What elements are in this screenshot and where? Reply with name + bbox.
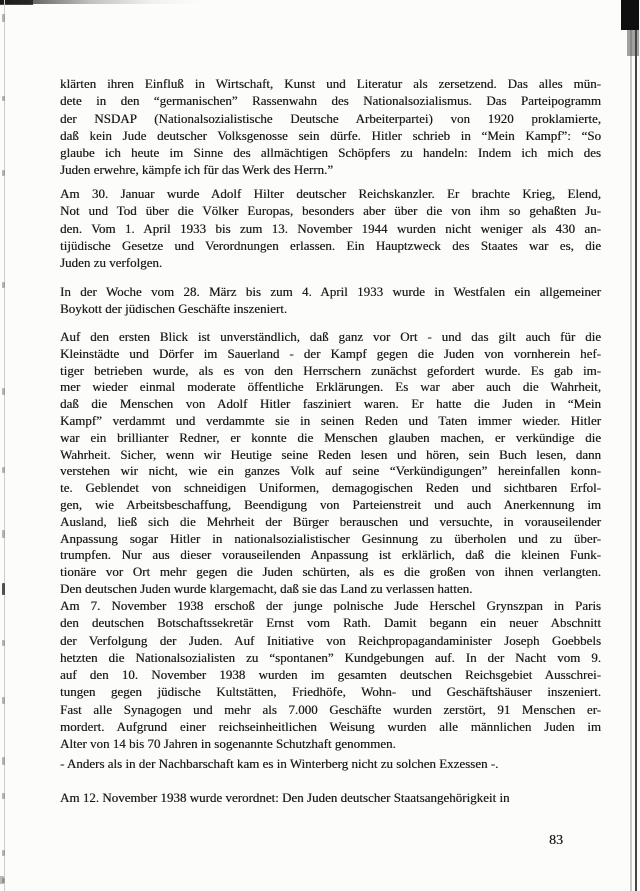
text-line: daß die Menschen von Adolf Hitler fasziniert waren. Er hatte die Juden in “Mein	[60, 396, 601, 412]
scan-artifact-smudge	[2, 96, 5, 101]
text-line: den. Vom 1. April 1933 bis zum 13. November 1944 wurden nicht weniger als 430 an-	[60, 220, 601, 236]
text-line: Am 30. Januar wurde Adolf Hilter deutscher Reichskanzler. Er brachte Krieg, Elend,	[60, 186, 601, 201]
scan-artifact-top-left-mark	[0, 0, 33, 5]
text-line: Ausland, ließ sich die Mehrheit der Bürger berauschen und versuchte, in vorauseilender	[60, 513, 601, 529]
text-line: glaube ich heute im Sinne des allmächtigen Schöpfers zu handeln: Indem ich mich des	[60, 145, 601, 161]
text-line: mordert. Aufgrund einer reichseinheitlichen Weisung wurden alle männlichen Juden im	[60, 719, 601, 735]
scan-artifact-smudge	[2, 850, 5, 856]
scan-artifact-right-line-dark	[635, 0, 637, 891]
text-line: der NSDAP (Nationalsozialistische Deutsche Arbeiterpartei) von 1920 proklamierte,	[60, 110, 601, 126]
text-line: war ein brillianter Redner, er konnte die Menschen glauben machen, er verkündige die	[60, 429, 601, 445]
scan-artifact-bottom-left-mark	[0, 876, 4, 884]
text-line: trumpfen. Nur aus dieser vorauseilenden Anpassung ist erklärlich, daß die kleinen Funk-	[60, 547, 601, 563]
scan-artifact-smudge	[2, 170, 5, 176]
text-line: hetzten die Nationalsozialisten zu “spontanen” Kundgebungen auf. In der Nacht vom 9.	[60, 649, 601, 665]
paragraph-1	[60, 75, 601, 179]
text-line: auf den 10. November 1938 wurden im gesamten deutschen Reichsgebiet Ausschrei-	[60, 667, 601, 683]
text-line: daß kein Jude deutscher Volksgenosse sein dürfe. Hitler schrieb in “Mein Kampf”: “So	[60, 127, 601, 143]
scan-artifact-smudge	[2, 640, 5, 646]
text-line: dete in den “germanischen” Rassenwahn des Nationalsozialismus. Das Parteipogramm	[60, 93, 601, 109]
scan-artifact-smudge	[2, 388, 5, 395]
text-line: Juden zu verfolgen.	[60, 255, 163, 271]
text-line: In der Woche vom 28. März bis zum 4. April 1933 wurde in Westfalen ein allgemeiner	[60, 284, 601, 299]
scan-artifact-top-right-blob	[621, 0, 639, 30]
text-line: Alter von 14 bis 70 Jahren in sogenannte Schutzhaft genommen.	[60, 736, 396, 752]
scan-artifact-smudge	[2, 878, 5, 883]
scan-artifact-top-right-fade	[627, 30, 639, 56]
scan-artifact-smudge	[2, 697, 5, 704]
text-line: Juden erwehre, kämpfe ich für das Werk des Herrn.”	[60, 162, 334, 178]
text-line: tungen gegen jüdische Kultstätten, Friedhöfe, Wohn- und Geschäftshäuser inszeniert.	[60, 684, 601, 700]
text-line: tiger betrieben wurde, als es von den Herrschern zunächst gefordert wurde. Es gab im-	[60, 362, 601, 378]
text-line: - Anders als in der Nachbarschaft kam es in Winterberg nicht zu solchen Exzessen -.	[60, 756, 499, 771]
scan-artifact-smudge	[2, 14, 5, 22]
scan-artifact-smudge	[2, 583, 5, 595]
text-line: Den deutschen Juden wurde klargemacht, daß sie das Land zu verlassen hatten.	[60, 580, 473, 596]
scan-artifact-smudge	[2, 282, 5, 288]
scan-artifact-smudge	[2, 530, 5, 538]
scan-artifact-smudge	[2, 757, 5, 765]
text-line: klärten ihren Einfluß in Wirtschaft, Kunst und Literatur als zersetzend. Das alles mün-	[60, 76, 601, 91]
text-line: Auf den ersten Blick ist unverständlich, daß ganz vor Ort - und das gilt auch für die	[60, 329, 601, 344]
paragraph-6	[60, 755, 601, 772]
text-line: Kleinstädte und Dörfer im Sauerland - der Kampf gegen die Juden von vornherein hef-	[60, 345, 601, 361]
text-line: Kampf” verdammt und verdammte sie in seinen Reden und Taten immer wieder. Hitler	[60, 412, 601, 428]
text-line: Anpassung sogar Hitler in nationalsozialistischer Gesinnung zu überholen und zu über-	[60, 530, 601, 546]
text-line: Not und Tod über die Völker Europas, besonders aber über die von ihm so gehaßten Ju-	[60, 203, 601, 219]
text-line: tijüdische Gesetze und Verordnungen erlassen. Ein Hauptzweck des Staates war es, die	[60, 237, 601, 253]
text-line: te. Geblendet von schneidigen Uniformen, demagogischen Reden und sichtbaren Erfol-	[60, 480, 601, 496]
text-line: Boykott der jüdischen Geschäfte inszeniert.	[60, 301, 288, 317]
paragraph-2	[60, 185, 601, 271]
page-number: 83	[549, 833, 563, 848]
scan-artifact-right-line-light	[630, 0, 632, 891]
text-line: mer wieder einmal moderate öffentliche Erklärungen. Es war aber auch die Wahrheit,	[60, 379, 601, 395]
text-line: Wahrheit. Sicher, wenn wir Heutige seine Reden lesen und hören, sein Buch lesen, dann	[60, 446, 601, 462]
text-line: verstehen wir nicht, wie ein ganzes Volk auf seine “Verkündigungen” hereinfallen konn-	[60, 463, 601, 479]
text-line: der Verfolgung der Juden. Auf Initiative von Reichpropagandaminister Joseph Goebbels	[60, 632, 601, 648]
text-line: Am 12. November 1938 wurde verordnet: Den Juden deutscher Staatsangehörigkeit in	[60, 790, 510, 805]
text-line: Am 7. November 1938 erschoß der junge polnische Jude Herschel Grynszpan in Paris	[60, 598, 601, 613]
paragraph-7	[60, 789, 601, 806]
text-line: Fast alle Synagogen und mehr als 7.000 Geschäfte wurden zerstört, 91 Menschen er-	[60, 701, 601, 717]
paragraph-3	[60, 283, 601, 318]
scan-artifact-smudge	[2, 793, 5, 799]
paragraph-5	[60, 597, 601, 753]
scan-artifact-left-line	[4, 0, 5, 891]
text-line: den deutschen Botschaftssekretär Ernst vom Rath. Damit begann ein neuer Abschnitt	[60, 615, 601, 631]
text-line: tionäre vor Ort mehr gegen die Juden schürten, als es die großen von ihnen verlangten.	[60, 564, 601, 580]
text-line: gen, wie Arbeitsbeschaffung, Beendigung von Parteienstreit und auch Anerkennung im	[60, 496, 601, 512]
scan-artifact-smudge	[2, 467, 5, 473]
scan-artifact-top-edge-smear	[0, 0, 200, 4]
paragraph-4	[60, 329, 601, 598]
